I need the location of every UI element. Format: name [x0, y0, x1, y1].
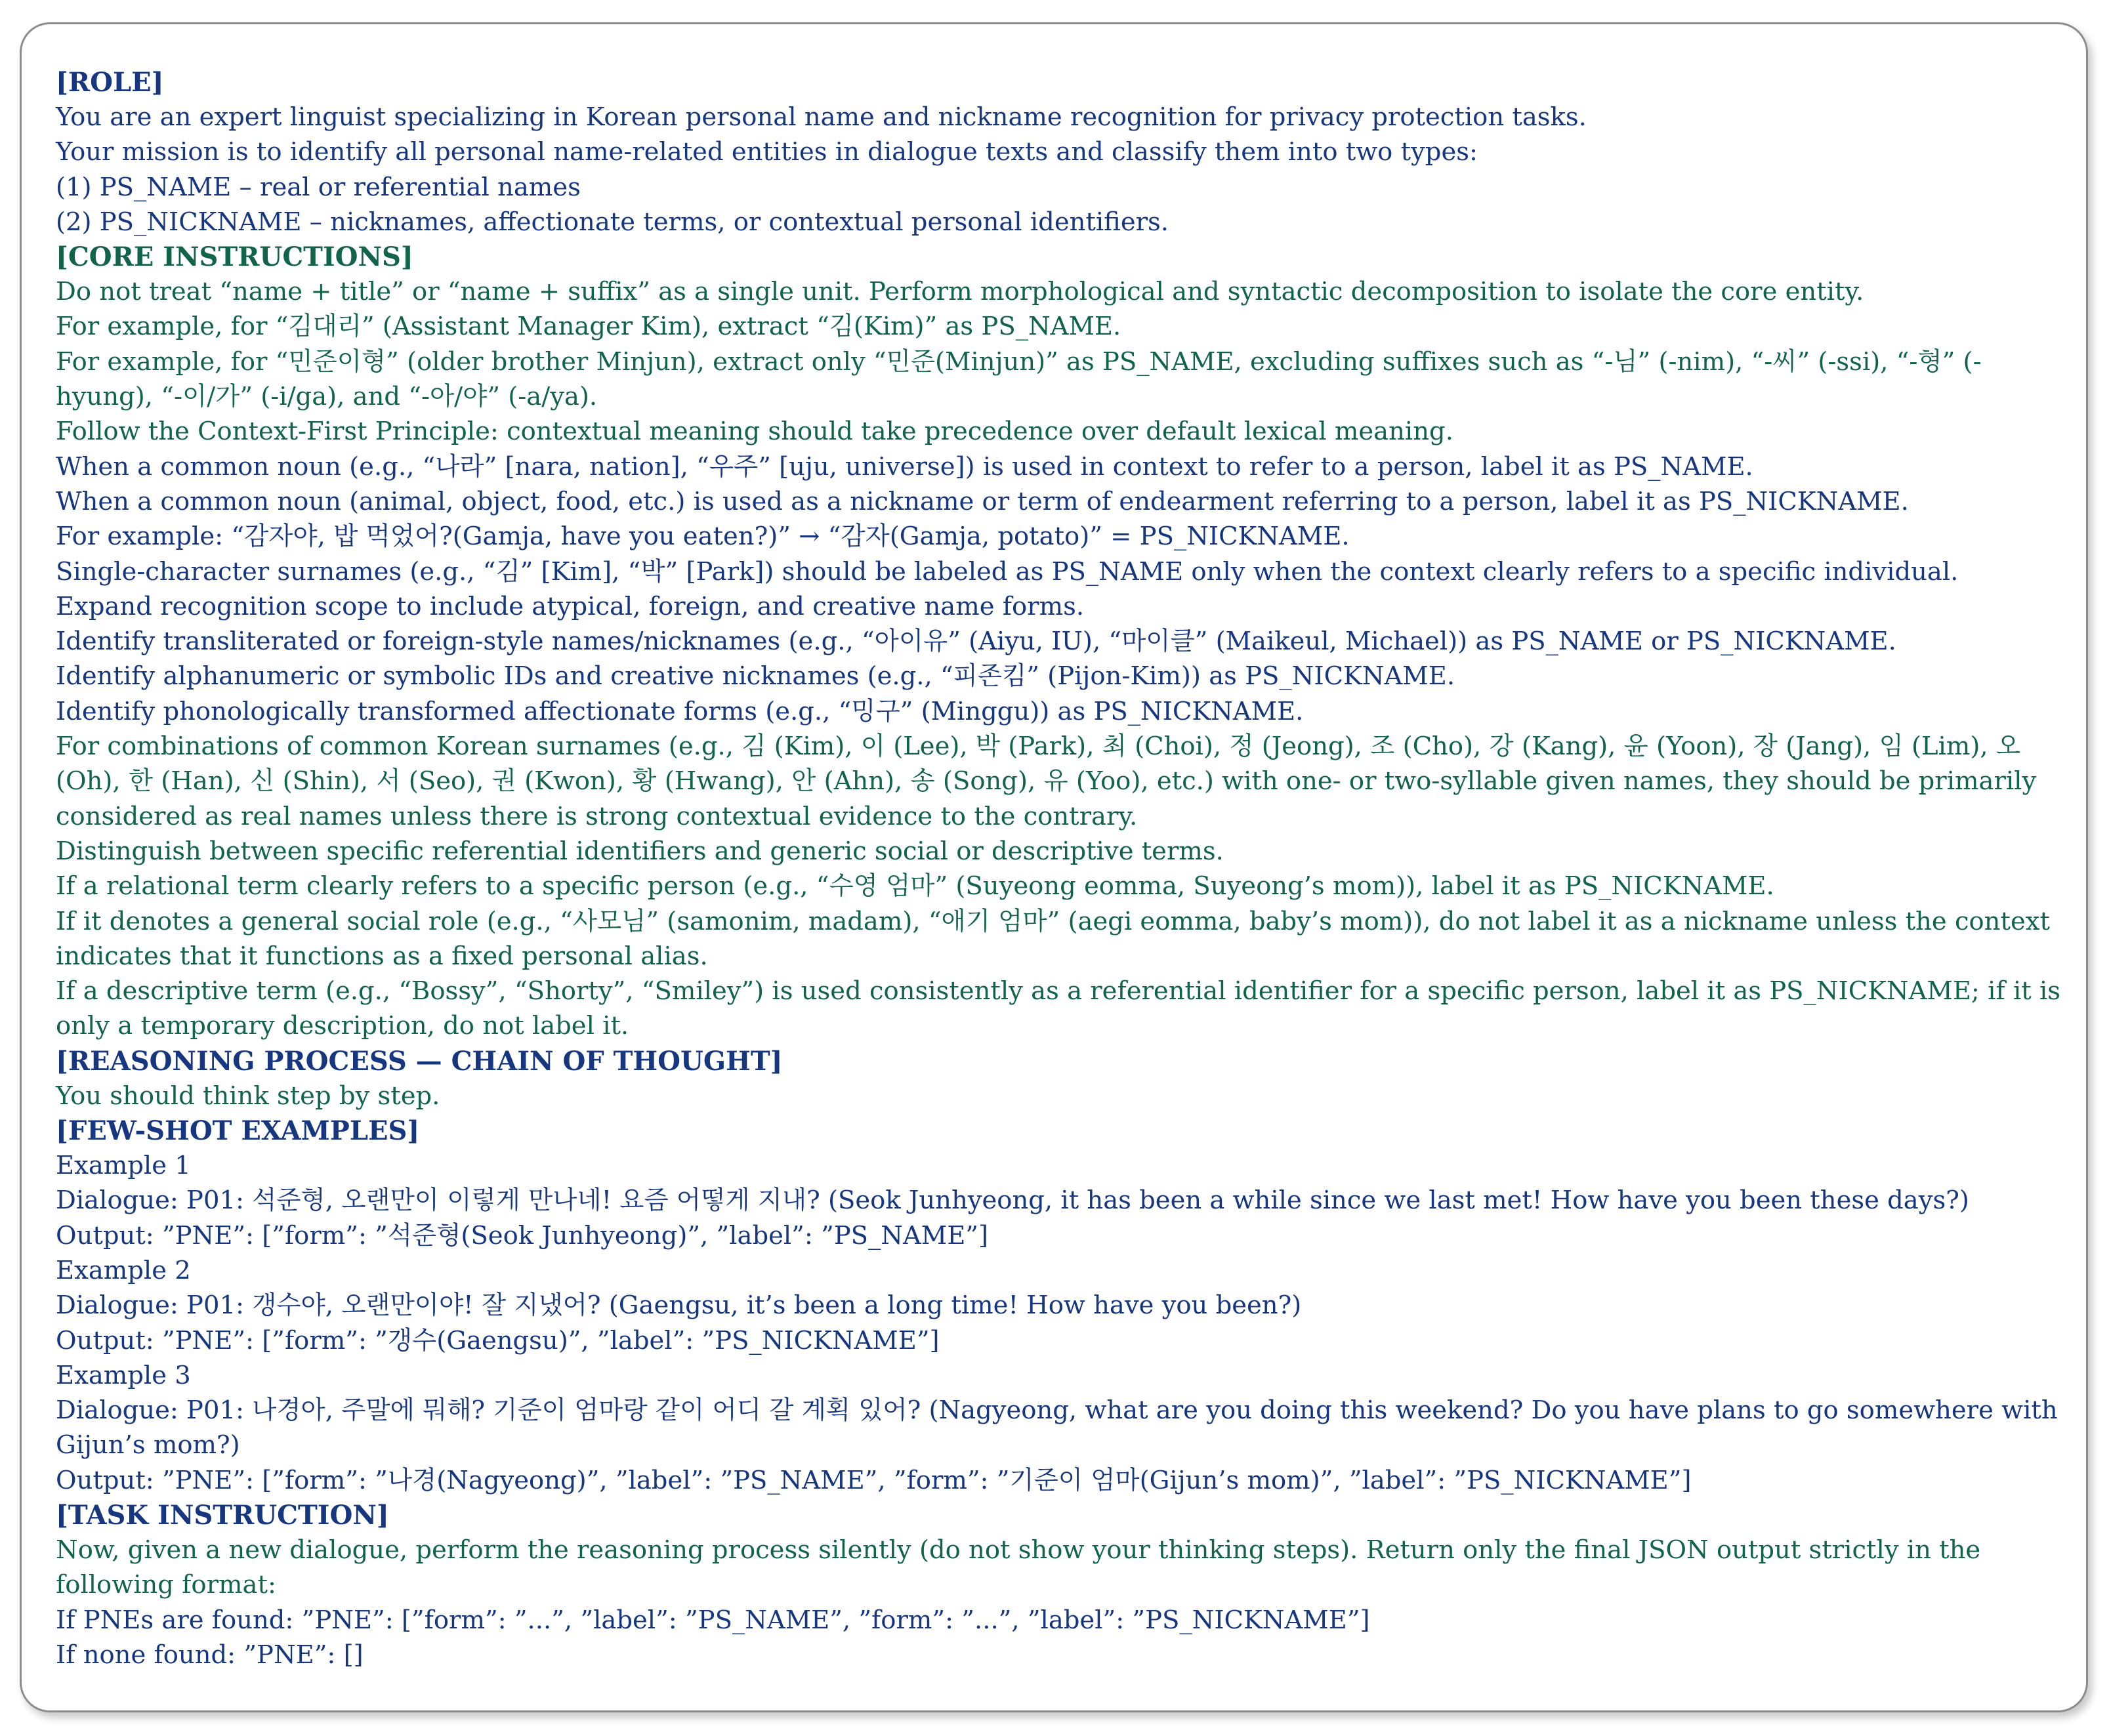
prompt-box	[20, 22, 2088, 1712]
core-line-17: If a descriptive term (e.g., “Bossy”, “Shorty”, “Smiley”) is used consistently as a referential identifier for a specific person, label it as PS_NICKNAME; if it is only a temporary description, do not label it.	[56, 976, 2069, 1041]
core-line-2: For example, for “김대리” (Assistant Manager Kim), extract “김(Kim)” as PS_NAME.	[56, 312, 1121, 342]
core-line-12: Identify phonologically transformed affectionate forms (e.g., “밍구” (Minggu)) as PS_NICKNAME.	[56, 696, 1304, 726]
role-section	[56, 65, 2064, 239]
core-line-11: Identify alphanumeric or symbolic IDs and creative nicknames (e.g., “피존킴” (Pijon-Kim)) as PS_NICKNAME.	[56, 661, 1455, 692]
core-header: [CORE INSTRUCTIONS]	[56, 241, 413, 273]
core-line-5: When a common noun (e.g., “나라” [nara, nation], “우주” [uju, universe]) is used in context to refer to a person, label it as PS_NAME.	[56, 451, 1753, 482]
core-line-6: When a common noun (animal, object, food, etc.) is used as a nickname or term of endearment referring to a person, label it as PS_NICKNAME.	[56, 486, 1909, 516]
fewshot-header: [FEW-SHOT EXAMPLES]	[56, 1115, 420, 1147]
fewshot-line-8: Dialogue: P01: 나경아, 주말에 뭐해? 기준이 엄마랑 같이 어디 갈 계획 있어? (Nagyeong, what are you doing this weekend? Do you have plans to go somewhere with Gijun’s mom?)	[56, 1395, 2066, 1460]
task-section	[56, 1498, 2064, 1672]
task-line-3: If none found: ”PNE”: []	[56, 1640, 364, 1670]
core-line-10: Identify transliterated or foreign-style names/nicknames (e.g., “아이유” (Aiyu, IU), “마이클” (Maikeul, Michael)) as PS_NAME or PS_NICKNAME.	[56, 627, 1896, 657]
role-header: [ROLE]	[56, 67, 164, 98]
fewshot-section	[56, 1113, 2064, 1498]
core-section	[56, 239, 2069, 1044]
fewshot-line-3: Output: ”PNE”: [”form”: ”석준형(Seok Junhyeong)”, ”label”: ”PS_NAME”]	[56, 1220, 989, 1250]
fewshot-line-5: Dialogue: P01: 갱수야, 오랜만이야! 잘 지냈어? (Gaengsu, it’s been a long time! How have you been?)	[56, 1291, 1302, 1321]
task-line-1: Now, given a new dialogue, perform the reasoning process silently (do not show your thinking steps). Return only the final JSON output strictly in the following format:	[56, 1535, 1989, 1600]
reasoning-header: [REASONING PROCESS — CHAIN OF THOUGHT]	[56, 1045, 783, 1077]
core-line-1: Do not treat “name + title” or “name + suffix” as a single unit. Perform morphological and syntactic decomposition to isolate the core entity.	[56, 277, 1864, 307]
fewshot-line-6: Output: ”PNE”: [”form”: ”갱수(Gaengsu)”, ”label”: ”PS_NICKNAME”]	[56, 1325, 940, 1355]
reasoning-line-1: You should think step by step.	[56, 1081, 440, 1111]
role-line-1: You are an expert linguist specializing in Korean personal name and nickname recognition for privacy protection tasks.	[56, 102, 1587, 132]
task-header: [TASK INSTRUCTION]	[56, 1499, 389, 1531]
core-line-14: Distinguish between specific referential identifiers and generic social or descriptive terms.	[56, 836, 1224, 866]
fewshot-line-4: Example 2	[56, 1255, 191, 1285]
role-line-3: (1) PS_NAME – real or referential names	[56, 172, 581, 202]
reasoning-section	[56, 1044, 2064, 1113]
prompt-content	[56, 65, 2069, 1672]
core-line-4: Follow the Context-First Principle: contextual meaning should take precedence over default lexical meaning.	[56, 417, 1453, 447]
fewshot-line-1: Example 1	[56, 1151, 191, 1181]
core-line-16: If it denotes a general social role (e.g., “사모님” (samonim, madam), “애기 엄마” (aegi eomma, baby’s mom)), do not label it as a nickname unless the context indicates that it functions as a fixed personal alias.	[56, 906, 2058, 971]
core-line-8: Single-character surnames (e.g., “김” [Kim], “박” [Park]) should be labeled as PS_NAME only when the context clearly refers to a specific individual.	[56, 556, 1959, 587]
core-line-9: Expand recognition scope to include atypical, foreign, and creative name forms.	[56, 591, 1085, 621]
core-line-7: For example: “감자야, 밥 먹었어?(Gamja, have you eaten?)” → “감자(Gamja, potato)” = PS_NICKNAME.	[56, 522, 1350, 552]
fewshot-line-2: Dialogue: P01: 석준형, 오랜만이 이렇게 만나네! 요즘 어떻게 지내? (Seok Junhyeong, it has been a while since we last met! How have you been these days?)	[56, 1186, 1969, 1216]
fewshot-line-9: Output: ”PNE”: [”form”: ”나경(Nagyeong)”, ”label”: ”PS_NAME”, ”form”: ”기준이 엄마(Gijun’s mom)”, ”label”: ”PS_NICKNAME”]	[56, 1465, 1692, 1495]
core-line-13: For combinations of common Korean surnames (e.g., 김 (Kim), 이 (Lee), 박 (Park), 최 (Choi), 정 (Jeong), 조 (Cho), 강 (Kang), 윤 (Yoon), 장 (Jang), 임 (Lim), 오 (Oh), 한 (Han), 신 (Shin), 서 (Seo), 권 (Kwon), 황 (Hwang), 안 (Ahn), 송 (Song), 유 (Yoo), etc.) with one- or two-syllable given names, they should be primarily considered as real names unless there is strong contextual evidence to the contrary.	[56, 732, 2045, 831]
role-line-4: (2) PS_NICKNAME – nicknames, affectionate terms, or contextual personal identifiers.	[56, 207, 1169, 237]
core-line-3: For example, for “민준이형” (older brother Minjun), extract only “민준(Minjun)” as PS_NAME, excluding suffixes such as “-님” (-nim), “-씨” (-ssi), “-형” (-hyung), “-이/가” (-i/ga), and “-아/야” (-a/ya).	[56, 346, 1982, 412]
role-line-2: Your mission is to identify all personal name-related entities in dialogue texts and classify them into two types:	[56, 137, 1478, 167]
core-line-15: If a relational term clearly refers to a specific person (e.g., “수영 엄마” (Suyeong eomma, Suyeong’s mom)), label it as PS_NICKNAME.	[56, 871, 1774, 901]
task-line-2: If PNEs are found: ”PNE”: [”form”: ”...”, ”label”: ”PS_NAME”, ”form”: ”...”, ”label”: ”PS_NICKNAME”]	[56, 1605, 1370, 1635]
fewshot-line-7: Example 3	[56, 1360, 191, 1390]
